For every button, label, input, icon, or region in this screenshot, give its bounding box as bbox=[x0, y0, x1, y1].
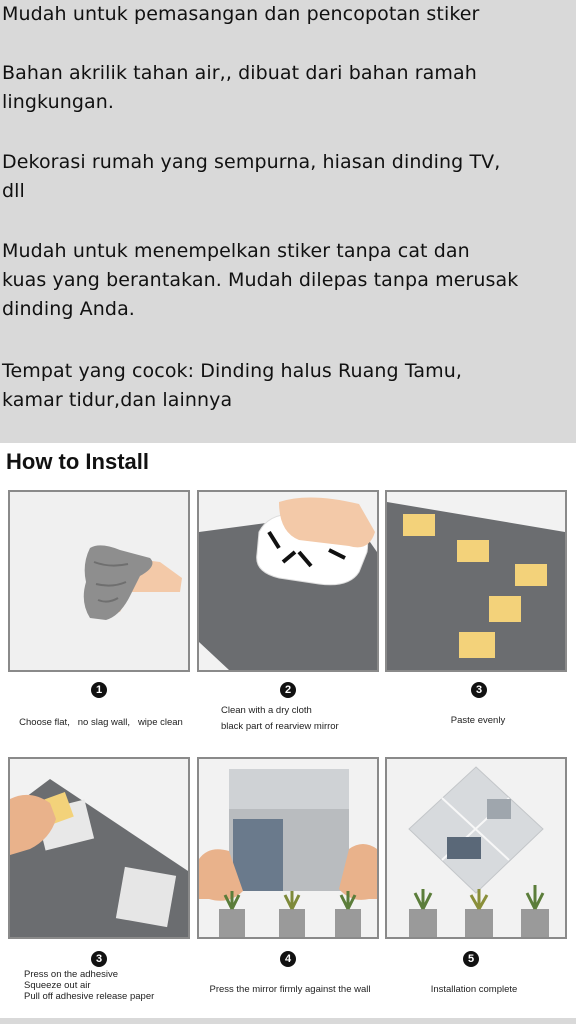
step-5-number: 4 bbox=[280, 951, 296, 967]
step-4-caption bbox=[24, 969, 194, 1002]
step-4-number: 3 bbox=[91, 951, 107, 967]
description-line: Mudah untuk menempelkan stiker tanpa cat dan bbox=[2, 240, 470, 262]
caption-line: Paste evenly bbox=[450, 715, 506, 726]
step-1-number: 1 bbox=[91, 682, 107, 698]
description-paragraph-1 bbox=[2, 0, 574, 29]
description-line: Mudah untuk pemasangan dan pencopotan stiker bbox=[2, 3, 480, 25]
step-5-caption bbox=[197, 983, 383, 996]
description-paragraph-5 bbox=[2, 357, 574, 415]
step-2-caption bbox=[221, 704, 371, 733]
description-paragraph-3 bbox=[2, 148, 574, 206]
step-6-caption bbox=[385, 983, 563, 996]
description-line: Dekorasi rumah yang sempurna, hiasan dinding TV, bbox=[2, 151, 501, 173]
caption-line: Press the mirror firmly against the wall bbox=[209, 984, 371, 995]
step-5-image bbox=[197, 757, 379, 939]
install-guide bbox=[0, 443, 576, 1024]
caption-line: Installation complete bbox=[430, 984, 518, 995]
step-4-image bbox=[8, 757, 190, 939]
step-2-image bbox=[197, 490, 379, 672]
caption-line: Pull off adhesive release paper bbox=[24, 991, 155, 1002]
description-line: lingkungan. bbox=[2, 91, 115, 113]
description-line: kuas yang berantakan. Mudah dilepas tanpa merusak bbox=[2, 269, 519, 291]
step-3-caption bbox=[385, 714, 571, 727]
step-3-image bbox=[385, 490, 567, 672]
step-6-number: 5 bbox=[463, 951, 479, 967]
description-paragraph-2 bbox=[2, 59, 574, 117]
caption-line: Clean with a dry cloth bbox=[221, 705, 312, 716]
description-paragraph-4 bbox=[2, 237, 574, 324]
step-1-caption bbox=[8, 716, 194, 729]
caption-line: Squeeze out air bbox=[24, 980, 91, 991]
bottom-divider bbox=[0, 1018, 576, 1024]
product-description bbox=[0, 0, 576, 443]
step-1-image bbox=[8, 490, 190, 672]
description-line: kamar tidur,dan lainnya bbox=[2, 389, 233, 411]
caption-line: Choose flat, no slag wall, wipe clean bbox=[19, 717, 183, 728]
caption-line: Press on the adhesive bbox=[24, 969, 119, 980]
description-line: Tempat yang cocok: Dinding halus Ruang Tamu, bbox=[2, 360, 463, 382]
description-line: dll bbox=[2, 180, 25, 202]
step-3-number: 3 bbox=[471, 682, 487, 698]
caption-line: black part of rearview mirror bbox=[221, 721, 339, 732]
description-line: dinding Anda. bbox=[2, 298, 135, 320]
step-6-image bbox=[385, 757, 567, 939]
install-title: How to Install bbox=[6, 449, 149, 474]
step-2-number: 2 bbox=[280, 682, 296, 698]
description-line: Bahan akrilik tahan air,, dibuat dari bahan ramah bbox=[2, 62, 477, 84]
